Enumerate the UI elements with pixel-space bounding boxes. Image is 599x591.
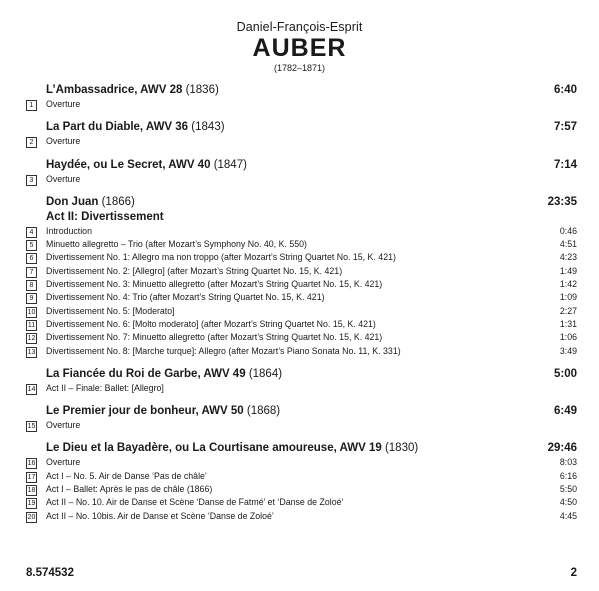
track-title: Divertissement No. 3: Minuetto allegretto (after Mozart’s String Quartet No. 15, K. 421) [46, 279, 383, 290]
composer-header [0, 20, 599, 74]
track-row [26, 278, 577, 291]
work-title: Le Premier jour de bonheur, AWV 50 [46, 405, 244, 418]
work-duration: 6:49 [553, 405, 577, 418]
track-duration: 1:49 [559, 265, 577, 276]
track-duration: 0:46 [559, 225, 577, 236]
work-title-row [26, 367, 577, 382]
track-row [26, 251, 577, 264]
track-row [26, 173, 577, 186]
work-block [26, 404, 577, 432]
track-row [26, 496, 577, 509]
track-title: Divertissement No. 8: [Marche turque]: Allegro (after Mozart’s Piano Sonata No. 11, K. 331) [46, 345, 401, 356]
composer-first-names: Daniel-François-Esprit [236, 20, 363, 34]
track-row [26, 318, 577, 331]
track-title: Act II – No. 10. Air de Danse et Scène ‘Danse de Fatmé’ et ‘Danse de Zoloé’ [46, 497, 344, 508]
track-duration: 1:31 [559, 318, 577, 329]
track-title: Divertissement No. 4: Trio (after Mozart’s String Quartet No. 15, K. 421) [46, 292, 325, 303]
work-title: Don Juan [46, 195, 99, 208]
track-row [26, 510, 577, 523]
composer-dates: (1782–1871) [273, 63, 326, 73]
work-block [26, 367, 577, 395]
track-number: 17 [27, 473, 36, 481]
track-row [26, 265, 577, 278]
track-duration: 1:42 [559, 279, 577, 290]
track-row [26, 345, 577, 358]
track-number: 14 [27, 385, 36, 393]
track-duration: 1:09 [559, 292, 577, 303]
page-number: 2 [570, 567, 577, 579]
work-title-row [26, 83, 577, 98]
track-title: Act I – No. 5. Air de Danse ‘Pas de châle’ [46, 470, 207, 481]
track-title: Act II – Finale: Ballet: [Allegro] [46, 382, 164, 393]
track-duration: 4:23 [559, 252, 577, 263]
work-year: (1864) [248, 367, 283, 380]
track-duration: 6:16 [559, 470, 577, 481]
track-number: 3 [26, 175, 37, 186]
track-number: 4 [26, 227, 37, 238]
track-title: Overture [46, 420, 81, 431]
track-duration: 4:45 [559, 510, 577, 521]
work-year: (1830) [384, 442, 419, 455]
work-title: La Part du Diable, AWV 36 [46, 121, 189, 134]
track-title: Minuetto allegretto – Trio (after Mozart’s Symphony No. 40, K. 550) [46, 239, 307, 250]
track-title: Overture [46, 99, 81, 109]
track-duration: 5:50 [559, 484, 577, 495]
work-title-row [26, 120, 577, 135]
track-title: Divertissement No. 1: Allegro ma non troppo (after Mozart’s String Quartet No. 15, K. 421) [46, 252, 396, 263]
track-row [26, 456, 577, 469]
track-number: 6 [26, 253, 37, 264]
work-subtitle: Act II: Divertissement [46, 210, 164, 223]
work-duration: 6:40 [553, 84, 577, 96]
work-block [26, 441, 577, 522]
work-list [26, 83, 577, 532]
track-row [26, 382, 577, 395]
track-row [26, 419, 577, 432]
track-duration: 2:27 [559, 305, 577, 316]
track-number: 5 [26, 240, 37, 251]
track-title: Divertissement No. 2: [Allegro] (after Mozart’s String Quartet No. 15, K. 421) [46, 265, 343, 276]
track-number: 9 [26, 293, 37, 304]
track-number: 16 [27, 460, 36, 468]
track-duration: 4:50 [559, 497, 577, 508]
work-year: (1866) [101, 195, 135, 208]
work-title: Haydée, ou Le Secret, AWV 40 [46, 158, 211, 171]
track-number: 20 [27, 513, 36, 521]
work-duration: 29:46 [547, 442, 577, 455]
work-title: La Fiancée du Roi de Garbe, AWV 49 [46, 367, 246, 380]
track-title: Overture [46, 173, 81, 184]
track-number: 18 [27, 487, 36, 495]
work-title-row [26, 195, 577, 210]
work-year: (1847) [213, 158, 247, 171]
track-row [26, 483, 577, 496]
track-number: 1 [26, 100, 37, 111]
track-title: Divertissement No. 5: [Moderato] [46, 305, 175, 316]
work-year: (1836) [185, 84, 219, 96]
track-title: Divertissement No. 7: Minuetto allegretto (after Mozart’s String Quartet No. 15, K. 421) [46, 332, 383, 343]
track-title: Divertissement No. 6: [Molto moderato] (after Mozart’s String Quartet No. 15, K. 421) [46, 318, 376, 329]
work-duration: 7:14 [553, 158, 577, 171]
track-row [26, 305, 577, 318]
track-number: 19 [27, 500, 36, 508]
track-row [26, 135, 577, 148]
track-title: Overture [46, 136, 81, 147]
track-row [26, 98, 577, 111]
track-row [26, 291, 577, 304]
track-duration: 4:51 [559, 239, 577, 250]
work-title: Le Dieu et la Bayadère, ou La Courtisane amoureuse, AWV 19 [46, 442, 382, 455]
track-duration: 1:06 [559, 332, 577, 343]
track-number: 8 [26, 280, 37, 291]
track-number: 2 [26, 137, 37, 148]
track-title: Introduction [46, 225, 92, 236]
track-row [26, 238, 577, 251]
track-title: Act I – Ballet: Après le pas de châle (1866) [46, 484, 213, 495]
track-number: 15 [27, 423, 36, 431]
track-row [26, 331, 577, 344]
work-title-row [26, 404, 577, 419]
track-number: 7 [26, 267, 37, 278]
work-block [26, 83, 577, 111]
track-duration: 3:49 [559, 345, 577, 356]
track-title: Act II – No. 10bis. Air de Danse et Scène ‘Danse de Zoloé’ [46, 510, 274, 521]
work-block [26, 120, 577, 148]
track-number: 11 [27, 321, 36, 329]
work-duration: 23:35 [547, 195, 577, 208]
track-row [26, 470, 577, 483]
work-duration: 7:57 [553, 121, 577, 134]
catalog-number: 8.574532 [26, 567, 74, 579]
work-year: (1868) [246, 405, 281, 418]
work-title-row [26, 158, 577, 173]
work-year: (1843) [191, 121, 225, 134]
track-number: 13 [27, 348, 36, 356]
track-number: 10 [27, 308, 36, 316]
track-row [26, 225, 577, 238]
track-title: Overture [46, 457, 81, 468]
track-duration: 8:03 [559, 457, 577, 468]
composer-surname: AUBER [252, 34, 347, 62]
work-title-row [26, 441, 577, 456]
track-number: 12 [27, 335, 36, 343]
work-block [26, 195, 577, 358]
work-duration: 5:00 [553, 367, 577, 380]
work-block [26, 158, 577, 186]
work-title: L’Ambassadrice, AWV 28 [46, 84, 183, 96]
